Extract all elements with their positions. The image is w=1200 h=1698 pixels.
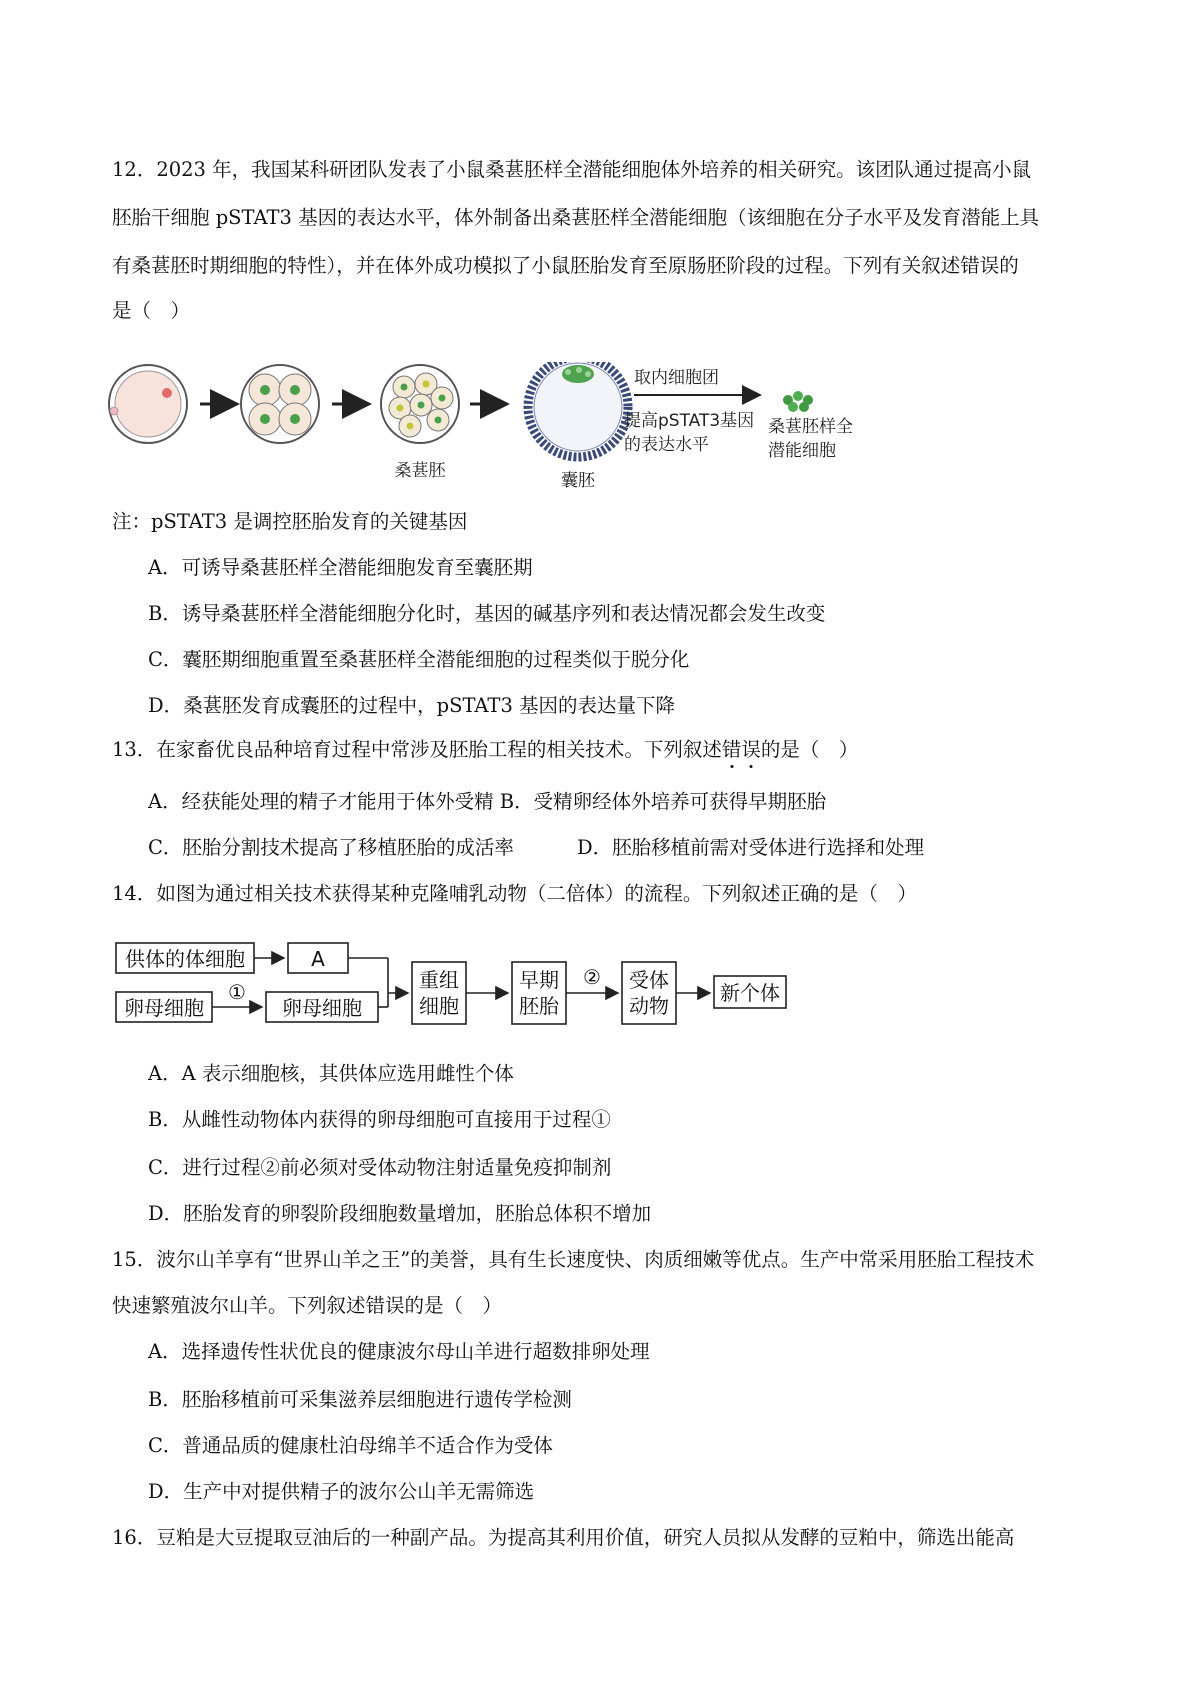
- result-label-1: 桑葚胚样全: [768, 417, 853, 437]
- recipient-label-2: 动物: [629, 994, 669, 1018]
- q13-stem: [112, 736, 858, 764]
- q13-emphasis-word: 错误: [722, 738, 761, 761]
- q12-option-b: B．诱导桑葚胚样全潜能细胞分化时，基因的碱基序列和表达情况都会发生改变: [148, 602, 826, 625]
- q14-option-a: A．A 表示细胞核，其供体应选用雌性个体: [148, 1062, 514, 1085]
- q14-option-b: B．从雌性动物体内获得的卵母细胞可直接用于过程①: [148, 1108, 611, 1131]
- q13-stem-after: 的是（ ）: [760, 738, 859, 761]
- q13-options-ab: A．经获能处理的精子才能用于体外受精 B．受精卵经体外培养可获得早期胚胎: [148, 790, 827, 813]
- embryo-development-figure: [108, 362, 958, 494]
- q15-stem-line2: 快速繁殖波尔山羊。下列叙述错误的是（ ）: [112, 1294, 503, 1317]
- q15-option-a: A．选择遗传性状优良的健康波尔母山羊进行超数排卵处理: [148, 1340, 650, 1363]
- q12-stem-line2: 胚胎干细胞 pSTAT3 基因的表达水平，体外制备出桑葚胚样全潜能细胞（该细胞在分子水平及发育潜能上具: [112, 206, 1040, 229]
- oocyte-label: 卵母细胞: [124, 996, 204, 1020]
- step-2-label: ②: [583, 965, 601, 989]
- reconstructed-label-1: 重组: [419, 968, 459, 992]
- q15-stem-line1: 15．波尔山羊享有“世界山羊之王”的美誉，具有生长速度快、肉质细嫩等优点。生产中常采用胚胎工程技术: [112, 1248, 1035, 1271]
- blastocyst: [528, 362, 628, 457]
- q15-option-b: B．胚胎移植前可采集滋养层细胞进行遗传学检测: [148, 1388, 572, 1411]
- q13-option-d: D．胚胎移植前需对受体进行选择和处理: [577, 836, 925, 859]
- reconstructed-label-2: 细胞: [419, 994, 459, 1018]
- q15-option-c: C．普通品质的健康杜泊母绵羊不适合作为受体: [148, 1434, 553, 1457]
- q12-option-d: D．桑葚胚发育成囊胚的过程中，pSTAT3 基因的表达量下降: [148, 694, 676, 717]
- result-label-2: 潜能细胞: [768, 441, 836, 461]
- step-1-label: ①: [228, 980, 246, 1004]
- q14-stem: 14．如图为通过相关技术获得某种克隆哺乳动物（二倍体）的流程。下列叙述正确的是（ ）: [112, 882, 917, 905]
- cloning-flowchart: [114, 935, 794, 1035]
- totipotent-cell-cluster: [783, 391, 813, 412]
- q12-option-c: C．囊胚期细胞重置至桑葚胚样全潜能细胞的过程类似于脱分化: [148, 648, 690, 671]
- step-increase-pstat3-1: 提高pSTAT3基因: [624, 411, 755, 431]
- q13-option-c: C．胚胎分割技术提高了移植胚胎的成活率: [148, 836, 514, 859]
- morula-label: 桑葚胚: [394, 461, 446, 481]
- step-increase-pstat3-2: 的表达水平: [624, 435, 709, 455]
- donor-somatic-cell-label: 供体的体细胞: [125, 947, 245, 971]
- new-individual-label: 新个体: [720, 981, 780, 1005]
- four-cell-embryo: [241, 365, 319, 443]
- q16-stem-line1: 16．豆粕是大豆提取豆油后的一种副产品。为提高其利用价值，研究人员拟从发酵的豆粕中，筛选出能高: [112, 1526, 1015, 1549]
- q12-stem-line3: 有桑葚胚时期细胞的特性），并在体外成功模拟了小鼠胚胎发育至原肠胚阶段的过程。下列有关叙述错误的: [112, 254, 1019, 277]
- q12-stem-line1: 12．2023 年，我国某科研团队发表了小鼠桑葚胚样全潜能细胞体外培养的相关研究。该团队通过提高小鼠: [112, 158, 1032, 181]
- q12-option-a: A．可诱导桑葚胚样全潜能细胞发育至囊胚期: [148, 556, 533, 579]
- q12-note: 注：pSTAT3 是调控胚胎发育的关键基因: [112, 510, 468, 533]
- blastocyst-label: 囊胚: [561, 471, 595, 491]
- morula: [381, 365, 459, 443]
- q14-option-c: C．进行过程②前必须对受体动物注射适量免疫抑制剂: [148, 1156, 612, 1179]
- step-take-icm: 取内细胞团: [634, 368, 719, 388]
- zygote-cell: [109, 365, 187, 443]
- early-embryo-label-1: 早期: [519, 968, 559, 992]
- a-label: A: [311, 947, 325, 971]
- q15-option-d: D．生产中对提供精子的波尔公山羊无需筛选: [148, 1480, 535, 1503]
- early-embryo-label-2: 胚胎: [519, 994, 559, 1018]
- recipient-label-1: 受体: [629, 968, 669, 992]
- q13-stem-before: 13．在家畜优良品种培育过程中常涉及胚胎工程的相关技术。下列叙述: [112, 738, 722, 761]
- oocyte-2-label: 卵母细胞: [282, 996, 362, 1020]
- q14-option-d: D．胚胎发育的卵裂阶段细胞数量增加，胚胎总体积不增加: [148, 1202, 652, 1225]
- q12-stem-line4: 是（ ）: [112, 299, 191, 322]
